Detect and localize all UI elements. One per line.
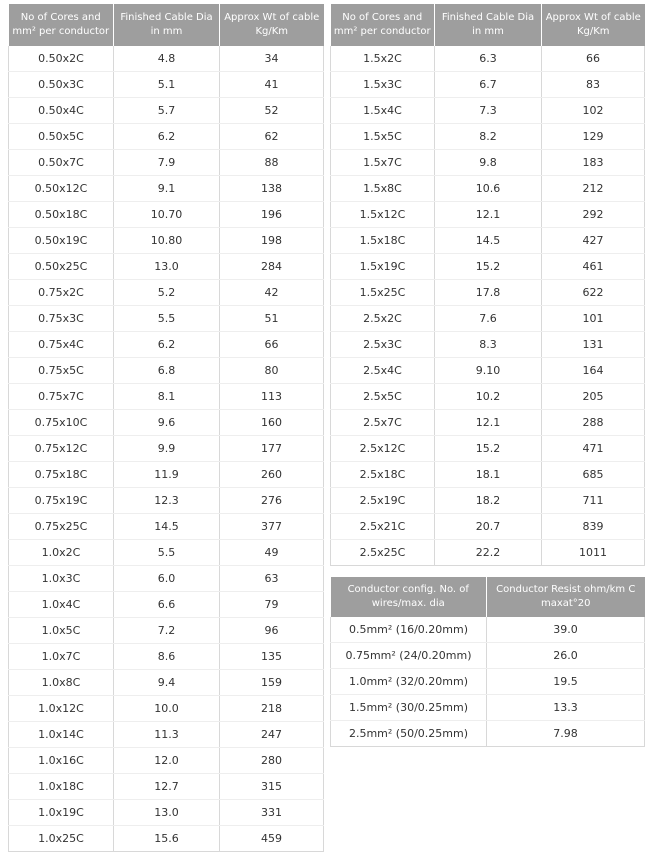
table-cell: 1.0x2C [9, 540, 114, 566]
table-row [9, 280, 324, 306]
table-cell: 12.1 [435, 410, 542, 436]
table-cell: 205 [542, 384, 645, 410]
table-cell: 96 [220, 618, 324, 644]
table-row [331, 150, 645, 176]
table-row [331, 202, 645, 228]
table-row [331, 98, 645, 124]
table-cell: 1.5x12C [331, 202, 435, 228]
table-row [9, 254, 324, 280]
table-cell: 51 [220, 306, 324, 332]
table-cell: 0.50x12C [9, 176, 114, 202]
table-row [331, 436, 645, 462]
table-cell: 15.6 [114, 826, 220, 852]
table-cell: 1.0x7C [9, 644, 114, 670]
table-row [9, 384, 324, 410]
table-row [9, 202, 324, 228]
table-cell: 0.50x18C [9, 202, 114, 228]
table-row [9, 722, 324, 748]
table-cell: 10.6 [435, 176, 542, 202]
table-cell: 839 [542, 514, 645, 540]
table-cell: 26.0 [487, 643, 645, 669]
table-cell: 0.50x19C [9, 228, 114, 254]
table-row [331, 124, 645, 150]
table-cell: 9.4 [114, 670, 220, 696]
table-cell: 18.1 [435, 462, 542, 488]
table-cell: 5.5 [114, 540, 220, 566]
table-cell: 5.1 [114, 72, 220, 98]
table-row [9, 540, 324, 566]
table-cell: 377 [220, 514, 324, 540]
table-cell: 9.10 [435, 358, 542, 384]
table-cell: 280 [220, 748, 324, 774]
table-cell: 13.0 [114, 254, 220, 280]
table-cell: 7.3 [435, 98, 542, 124]
table-cell: 0.75x25C [9, 514, 114, 540]
table-cell: 9.1 [114, 176, 220, 202]
table-cell: 0.75x7C [9, 384, 114, 410]
table-cell: 218 [220, 696, 324, 722]
table-cell: 1.0x19C [9, 800, 114, 826]
table-cell: 80 [220, 358, 324, 384]
table-cell: 13.0 [114, 800, 220, 826]
table-cell: 276 [220, 488, 324, 514]
header-cores: No of Cores and mm² per conductor [331, 4, 435, 46]
table-cell: 1.5x18C [331, 228, 435, 254]
table-cell: 196 [220, 202, 324, 228]
table-cell: 7.98 [487, 721, 645, 747]
table-cell: 315 [220, 774, 324, 800]
table-cell: 102 [542, 98, 645, 124]
table-cell: 9.6 [114, 410, 220, 436]
table-cell: 1.5mm² (30/0.25mm) [331, 695, 487, 721]
table-cell: 1.0x12C [9, 696, 114, 722]
table-cell: 1.5x4C [331, 98, 435, 124]
table-cell: 6.8 [114, 358, 220, 384]
table-row [331, 254, 645, 280]
table-row [331, 721, 645, 747]
table-row [9, 436, 324, 462]
table-cell: 39.0 [487, 617, 645, 643]
table-row [9, 488, 324, 514]
table-cell: 2.5x25C [331, 540, 435, 566]
table-row [9, 306, 324, 332]
header-resistance: Conductor Resist ohm/km C maxat°20 [487, 577, 645, 617]
table-cell: 19.5 [487, 669, 645, 695]
header-conductor-config: Conductor config. No. of wires/max. dia [331, 577, 487, 617]
table-cell: 1.0x18C [9, 774, 114, 800]
table-cell: 247 [220, 722, 324, 748]
table-cell: 5.2 [114, 280, 220, 306]
table-cell: 622 [542, 280, 645, 306]
table-cell: 34 [220, 46, 324, 72]
table-row [9, 410, 324, 436]
table-cell: 12.3 [114, 488, 220, 514]
table-cell: 1.5x7C [331, 150, 435, 176]
table-cell: 471 [542, 436, 645, 462]
table-cell: 9.9 [114, 436, 220, 462]
table-cell: 129 [542, 124, 645, 150]
table-cell: 198 [220, 228, 324, 254]
table-cell: 459 [220, 826, 324, 852]
table-cell: 20.7 [435, 514, 542, 540]
table-header [9, 4, 324, 46]
table-cell: 0.75x18C [9, 462, 114, 488]
table-cell: 18.2 [435, 488, 542, 514]
table-cell: 0.50x25C [9, 254, 114, 280]
table-row [331, 176, 645, 202]
table-cell: 10.0 [114, 696, 220, 722]
table-cell: 101 [542, 306, 645, 332]
table-row [331, 332, 645, 358]
table-cell: 1.0x4C [9, 592, 114, 618]
table-row [9, 46, 324, 72]
table-cell: 66 [220, 332, 324, 358]
header-diameter: Finished Cable Dia in mm [114, 4, 220, 46]
table-row [9, 150, 324, 176]
table-cell: 7.2 [114, 618, 220, 644]
table-cell: 4.8 [114, 46, 220, 72]
table-cell: 1.0x8C [9, 670, 114, 696]
table-cell: 6.6 [114, 592, 220, 618]
table-cell: 5.7 [114, 98, 220, 124]
table-cell: 685 [542, 462, 645, 488]
table-cell: 8.2 [435, 124, 542, 150]
table-cell: 1.5x5C [331, 124, 435, 150]
table-cell: 177 [220, 436, 324, 462]
table-cell: 1.0x5C [9, 618, 114, 644]
table-cell: 41 [220, 72, 324, 98]
table-header [331, 577, 645, 617]
table-row [331, 306, 645, 332]
table-row [331, 228, 645, 254]
table-cell: 427 [542, 228, 645, 254]
table-cell: 0.75x5C [9, 358, 114, 384]
table-cell: 292 [542, 202, 645, 228]
table-cell: 1.5x2C [331, 46, 435, 72]
table-cell: 1.5x25C [331, 280, 435, 306]
table-cell: 0.50x2C [9, 46, 114, 72]
table-row [9, 176, 324, 202]
table-cell: 6.2 [114, 124, 220, 150]
table-cell: 0.75x3C [9, 306, 114, 332]
table-cell: 0.75x4C [9, 332, 114, 358]
table-cell: 0.5mm² (16/0.20mm) [331, 617, 487, 643]
table-row [9, 332, 324, 358]
table-cell: 2.5x21C [331, 514, 435, 540]
table-row [9, 462, 324, 488]
header-weight: Approx Wt of cable Kg/Km [220, 4, 324, 46]
table-cell: 6.3 [435, 46, 542, 72]
table-row [9, 98, 324, 124]
table-cell: 15.2 [435, 436, 542, 462]
table-cell: 6.0 [114, 566, 220, 592]
table-row [331, 358, 645, 384]
table-cell: 13.3 [487, 695, 645, 721]
table-row [9, 774, 324, 800]
table-cell: 0.50x3C [9, 72, 114, 98]
table-cell: 62 [220, 124, 324, 150]
table-cell: 1.0x3C [9, 566, 114, 592]
table-cell: 8.3 [435, 332, 542, 358]
table-cell: 49 [220, 540, 324, 566]
table-cell: 42 [220, 280, 324, 306]
table-cell: 183 [542, 150, 645, 176]
table-cell: 10.80 [114, 228, 220, 254]
table-cell: 88 [220, 150, 324, 176]
table-cell: 159 [220, 670, 324, 696]
table-row [9, 228, 324, 254]
table-row [9, 514, 324, 540]
table-cell: 15.2 [435, 254, 542, 280]
table-cell: 160 [220, 410, 324, 436]
table-cell: 212 [542, 176, 645, 202]
table-cell: 1.5x19C [331, 254, 435, 280]
table-cell: 0.75mm² (24/0.20mm) [331, 643, 487, 669]
table-row [331, 643, 645, 669]
table-header [331, 4, 645, 46]
table-row [9, 618, 324, 644]
table-cell: 66 [542, 46, 645, 72]
table-cell: 6.2 [114, 332, 220, 358]
table-row [9, 124, 324, 150]
table-cell: 2.5x12C [331, 436, 435, 462]
cable-size-table-left [8, 4, 324, 852]
table-cell: 52 [220, 98, 324, 124]
table-cell: 2.5x2C [331, 306, 435, 332]
table-cell: 10.70 [114, 202, 220, 228]
table-cell: 12.0 [114, 748, 220, 774]
table-cell: 113 [220, 384, 324, 410]
table-cell: 6.7 [435, 72, 542, 98]
table-row [9, 566, 324, 592]
table-cell: 63 [220, 566, 324, 592]
table-cell: 0.75x10C [9, 410, 114, 436]
table-cell: 7.9 [114, 150, 220, 176]
table-cell: 0.75x19C [9, 488, 114, 514]
table-cell: 2.5x7C [331, 410, 435, 436]
table-row [331, 46, 645, 72]
table-cell: 461 [542, 254, 645, 280]
conductor-resistance-table [330, 577, 645, 747]
table-cell: 17.8 [435, 280, 542, 306]
table-cell: 1.0x14C [9, 722, 114, 748]
table-cell: 11.3 [114, 722, 220, 748]
table-cell: 2.5x3C [331, 332, 435, 358]
table-cell: 2.5x5C [331, 384, 435, 410]
table-row [9, 670, 324, 696]
table-cell: 22.2 [435, 540, 542, 566]
table-cell: 2.5x18C [331, 462, 435, 488]
table-cell: 11.9 [114, 462, 220, 488]
table-cell: 5.5 [114, 306, 220, 332]
table-row [331, 462, 645, 488]
table-cell: 1.5x3C [331, 72, 435, 98]
table-cell: 331 [220, 800, 324, 826]
table-cell: 2.5x4C [331, 358, 435, 384]
table-cell: 2.5x19C [331, 488, 435, 514]
table-cell: 0.75x2C [9, 280, 114, 306]
cable-size-table-right [330, 4, 645, 566]
table-row [9, 592, 324, 618]
table-row [331, 669, 645, 695]
table-cell: 0.50x4C [9, 98, 114, 124]
table-cell: 1.5x8C [331, 176, 435, 202]
table-cell: 1.0x16C [9, 748, 114, 774]
table-row [331, 540, 645, 566]
table-row [9, 748, 324, 774]
table-row [9, 644, 324, 670]
table-row [331, 695, 645, 721]
table-cell: 83 [542, 72, 645, 98]
table-cell: 8.1 [114, 384, 220, 410]
table-row [331, 72, 645, 98]
table-row [9, 800, 324, 826]
table-cell: 138 [220, 176, 324, 202]
header-diameter: Finished Cable Dia in mm [435, 4, 542, 46]
table-cell: 0.75x12C [9, 436, 114, 462]
table-cell: 14.5 [435, 228, 542, 254]
table-row [331, 488, 645, 514]
table-cell: 288 [542, 410, 645, 436]
table-row [331, 617, 645, 643]
table-cell: 7.6 [435, 306, 542, 332]
table-cell: 131 [542, 332, 645, 358]
table-cell: 1011 [542, 540, 645, 566]
header-weight: Approx Wt of cable Kg/Km [542, 4, 645, 46]
table-cell: 10.2 [435, 384, 542, 410]
table-cell: 12.1 [435, 202, 542, 228]
table-cell: 711 [542, 488, 645, 514]
table-cell: 164 [542, 358, 645, 384]
table-row [331, 514, 645, 540]
header-cores: No of Cores and mm² per conductor [9, 4, 114, 46]
table-row [9, 826, 324, 852]
table-cell: 2.5mm² (50/0.25mm) [331, 721, 487, 747]
table-cell: 14.5 [114, 514, 220, 540]
table-cell: 0.50x5C [9, 124, 114, 150]
table-cell: 9.8 [435, 150, 542, 176]
table-row [331, 280, 645, 306]
table-cell: 284 [220, 254, 324, 280]
table-cell: 79 [220, 592, 324, 618]
table-cell: 12.7 [114, 774, 220, 800]
table-cell: 0.50x7C [9, 150, 114, 176]
table-row [331, 410, 645, 436]
table-cell: 135 [220, 644, 324, 670]
table-cell: 1.0mm² (32/0.20mm) [331, 669, 487, 695]
table-cell: 8.6 [114, 644, 220, 670]
table-row [331, 384, 645, 410]
table-row [9, 72, 324, 98]
table-row [9, 358, 324, 384]
table-row [9, 696, 324, 722]
table-cell: 260 [220, 462, 324, 488]
table-cell: 1.0x25C [9, 826, 114, 852]
